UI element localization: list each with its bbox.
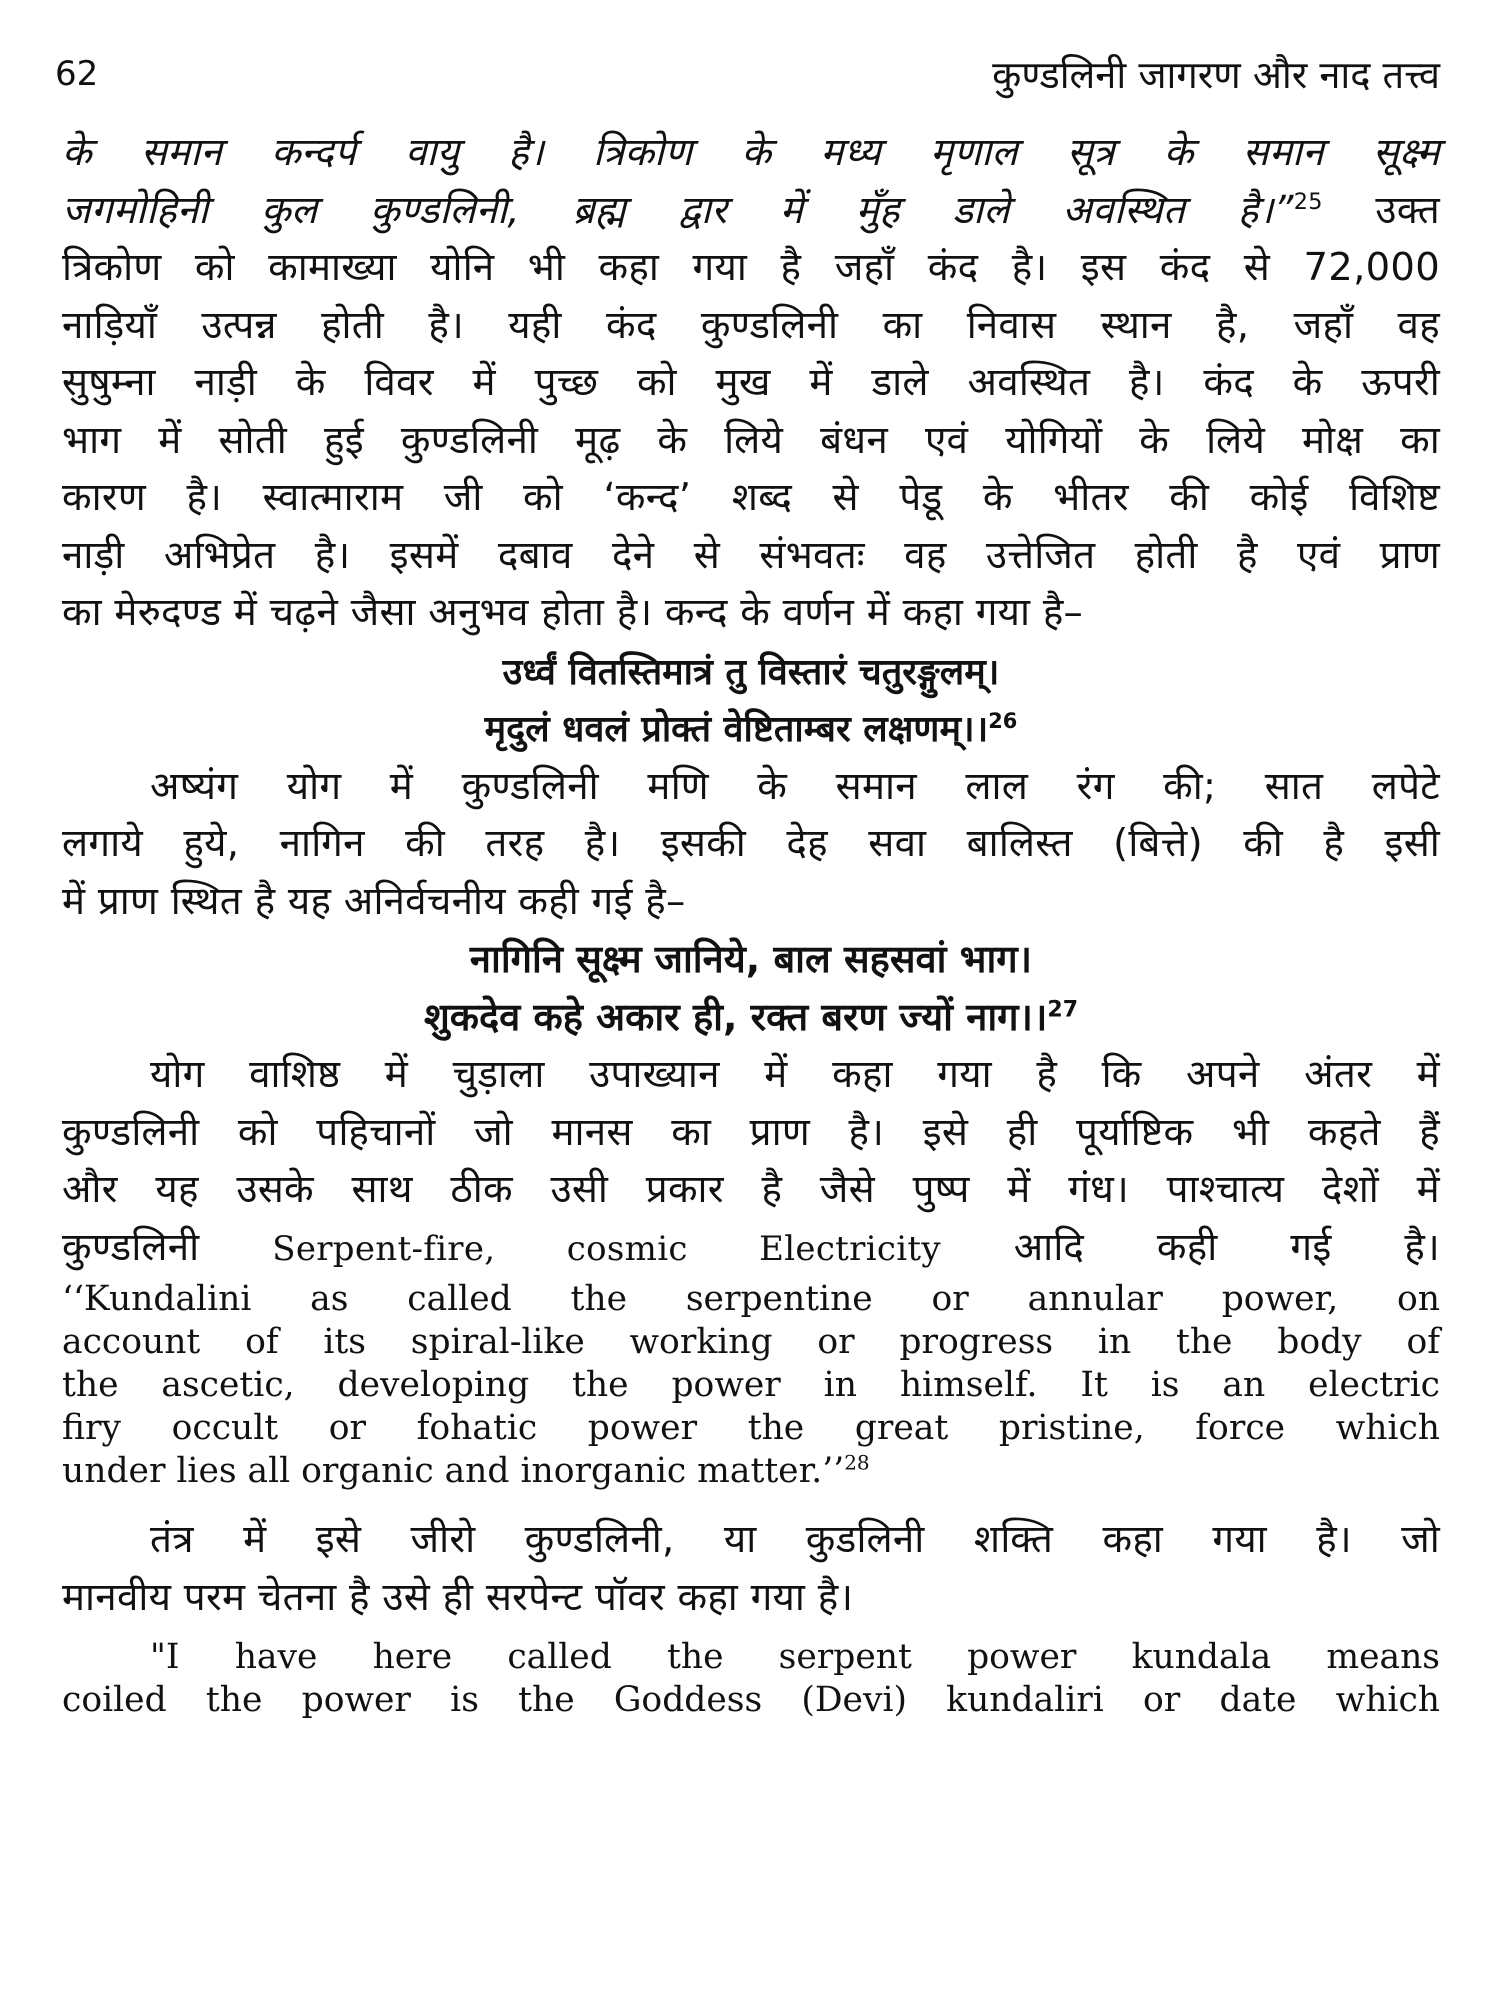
text-line xyxy=(62,1450,1440,1493)
verse-line xyxy=(62,988,1440,1046)
verse-line: उर्ध्वं वितस्तिमात्रं तु विस्तारं चतुरङ्गुलम्। xyxy=(502,651,1000,693)
english-quote-1 xyxy=(62,1278,1440,1493)
text-fragment: कुण्डलिनी xyxy=(62,1224,200,1270)
text-fragment: जगमोहिनी कुल कुण्डलिनी, ब्रह्म द्वार में मुँह डाले अवस्थित है।” xyxy=(62,187,1294,233)
paragraph-tantra xyxy=(62,1511,1440,1626)
text-line: नाड़ी अभिप्रेत है। इसमें दबाव देने से संभवतः वह उत्तेजित होती है एवं प्राण xyxy=(62,532,1440,578)
text-line xyxy=(62,182,1440,240)
verse-line-text: शुकदेव कहे अकार ही, रक्त बरण ज्यों नाग।। xyxy=(423,995,1048,1039)
page-header xyxy=(55,48,1440,108)
text-line: भाग में सोती हुई कुण्डलिनी मूढ़ के लिये बंधन एवं योगियों के लिये मोक्ष का xyxy=(62,417,1440,463)
text-line: त्रिकोण को कामाख्या योनि भी कहा गया है जहाँ कंद है। इस कंद से 72,000 xyxy=(62,245,1440,290)
text-line: के समान कन्दर्प वायु है। त्रिकोण के मध्य मृणाल सूत्र के समान सूक्ष्म xyxy=(62,130,1440,175)
text-line: firy occult or fohatic power the great pristine, force which xyxy=(62,1408,1440,1448)
text-line: योग वाशिष्ठ में चुड़ाला उपाख्यान में कहा गया है कि अपने अंतर में xyxy=(150,1052,1440,1097)
page-body xyxy=(62,124,1440,1722)
paragraph-ashtang xyxy=(62,758,1440,931)
text-line: सुषुम्ना नाड़ी के विवर में पुच्छ को मुख में डाले अवस्थित है। कंद के ऊपरी xyxy=(62,360,1440,405)
text-line: लगाये हुये, नागिन की तरह है। इसकी देह सवा बालिस्त (बित्ते) की है इसी xyxy=(62,821,1440,866)
text-line: नाड़ियाँ उत्पन्न होती है। यही कंद कुण्डलिनी का निवास स्थान है, जहाँ वह xyxy=(62,302,1440,348)
text-line: और यह उसके साथ ठीक उसी प्रकार है जैसे पुष्प में गंध। पाश्चात्य देशों में xyxy=(62,1167,1440,1212)
footnote-ref: 27 xyxy=(1047,997,1079,1023)
paragraph-yoga-vashishtha xyxy=(62,1046,1440,1278)
text-fragment-english: Serpent-fire, cosmic Electricity xyxy=(272,1228,941,1269)
footnote-ref: 26 xyxy=(988,708,1018,733)
text-fragment: उक्त xyxy=(1375,187,1440,233)
text-line: मानवीय परम चेतना है उसे ही सरपेन्ट पॉवर कहा गया है। xyxy=(62,1574,854,1620)
text-line: अष्यंग योग में कुण्डलिनी मणि के समान लाल रंग की; सात लपेटे xyxy=(150,763,1440,809)
footnote-ref: 25 xyxy=(1293,188,1323,215)
text-line xyxy=(62,1219,1440,1279)
sanskrit-verse-1 xyxy=(62,644,1440,758)
doha-verse-2 xyxy=(62,930,1440,1046)
english-quote-2 xyxy=(62,1636,1440,1722)
text-line: में प्राण स्थित है यह अनिर्वचनीय कही गई है– xyxy=(62,878,686,924)
page-number: 62 xyxy=(55,54,99,94)
text-line: coiled the power is the Goddess (Devi) kundaliri or date which xyxy=(62,1680,1440,1720)
text-line: कुण्डलिनी को पहिचानों जो मानस का प्राण है। इसे ही पूर्याष्टिक भी कहते हैं xyxy=(62,1109,1440,1155)
paragraph-kanda xyxy=(62,124,1440,642)
text-line: "I have here called the serpent power kundala means xyxy=(150,1637,1440,1677)
text-line: का मेरुदण्ड में चढ़ने जैसा अनुभव होता है। कन्द के वर्णन में कहा गया है– xyxy=(62,590,1084,635)
text-line: ‘‘Kundalini as called the serpentine or annular power, on xyxy=(62,1279,1440,1319)
text-line: तंत्र में इसे जीरो कुण्डलिनी, या कुडलिनी शक्ति कहा गया है। जो xyxy=(150,1517,1440,1562)
text-fragment: आदि कही गई है। xyxy=(1013,1224,1441,1270)
text-line: कारण है। स्वात्माराम जी को ‘कन्द’ शब्द से पेडू के भीतर की कोई विशिष्ट xyxy=(62,475,1440,520)
verse-line-text: मृदुलं धवलं प्रोक्तं वेष्टिताम्बर लक्षणम्।। xyxy=(484,708,989,750)
text-line: account of its spiral-like working or progress in the body of xyxy=(62,1322,1440,1362)
text-line: the ascetic, developing the power in himself. It is an electric xyxy=(62,1365,1440,1405)
running-title: कुण्डलिनी जागरण और नाद तत्त्व xyxy=(992,53,1440,97)
verse-line xyxy=(62,701,1440,758)
verse-line: नागिनि सूक्ष्म जानिये, बाल सहसवां भाग। xyxy=(469,937,1033,981)
footnote-ref: 28 xyxy=(844,1450,870,1475)
text-fragment: under lies all organic and inorganic matter.’’ xyxy=(62,1451,845,1491)
